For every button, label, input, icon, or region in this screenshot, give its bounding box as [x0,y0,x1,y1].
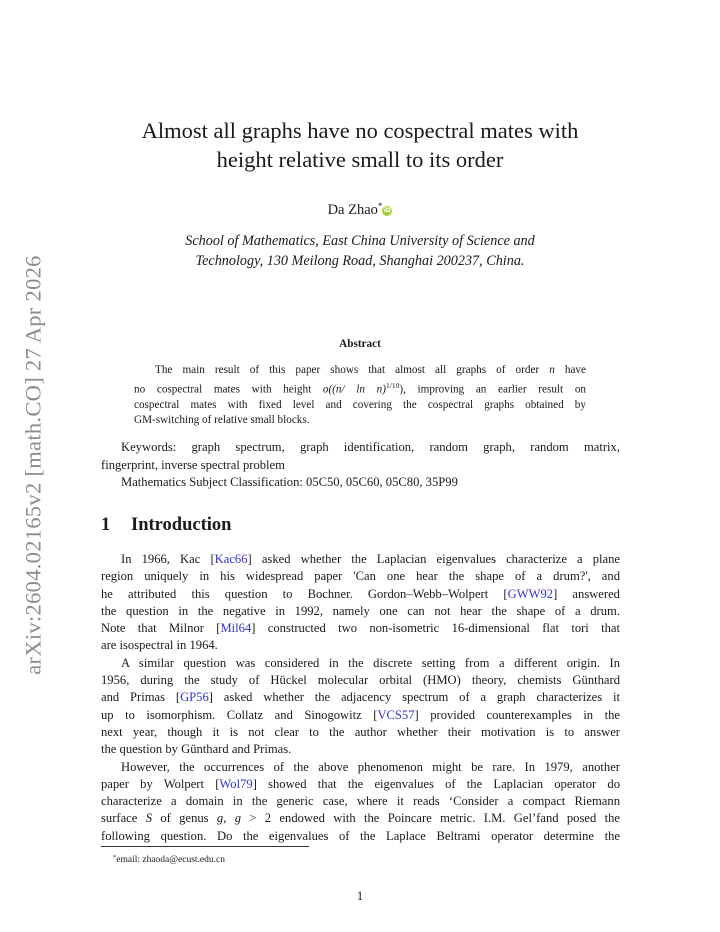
footnote-email[interactable]: email: zhaoda@ecust.edu.cn [116,855,225,865]
arxiv-identifier: arXiv:2604.02165v2 [math.CO] 27 Apr 2026 [21,255,46,675]
paragraph-line: are isospectral in 1964. [101,638,218,653]
paragraph-line: next year, though it is not clear to the author whether their motivation is to answer [101,724,620,739]
affiliation-line: School of Mathematics, East China University of Science and [185,233,535,249]
footnote-marker: * [113,854,117,861]
paragraph-line: and Primas [GP56] asked whether the adjacency spectrum of a graph characterizes it [101,690,620,705]
title-line: height relative small to its order [216,147,504,172]
citation-link[interactable]: VCS57 [377,707,415,722]
paragraph-line: following question. Do the eigenvalues of the Laplace Beltrami operator determine the [101,828,620,843]
introduction-body [101,551,620,845]
arxiv-side-stamp [12,242,56,688]
msc-line: Mathematics Subject Classification: 05C50, 05C60, 05C80, 35P99 [121,475,458,489]
citation-link[interactable]: GWW92 [507,586,554,601]
author-name: Da Zhao [327,202,378,218]
paragraph-line: paper by Wolpert [Wol79] showed that the eigenvalues of the Laplacian operator do [101,776,620,791]
affiliation [100,231,620,271]
keywords-line: fingerprint, inverse spectral problem [101,457,285,472]
paragraph-line: 1956, during the study of Hückel molecular orbital (HMO) theory, chemists Günthard [101,673,620,688]
author-footnote-marker: * [377,201,383,211]
abstract-line: The main result of this paper shows that almost all graphs of order n have [155,364,586,376]
abstract-line: no cospectral mates with height o((n/ ln n)$^{1/10}$), improving an earlier result on [134,381,587,396]
citation-link[interactable]: Mil64 [220,621,252,636]
paragraph-line: A similar question was considered in the discrete setting from a different origin. In [121,655,620,670]
citation-link[interactable]: Kac66 [214,552,248,566]
abstract-heading: Abstract [339,338,381,350]
keywords-line: Keywords: graph spectrum, graph identification, random graph, random matrix, [121,440,620,454]
section-title: Introduction [131,515,232,535]
abstract-line: cospectral mates with fixed level and covering the cospectral graphs obtained by [134,399,586,412]
paragraph-line: However, the occurrences of the above phenomenon might be rare. In 1979, another [121,759,620,774]
citation-link[interactable]: Wol79 [219,776,253,791]
abstract-body [134,363,586,429]
paper-title [100,116,620,174]
paragraph-line: In 1966, Kac [Kac66] asked whether the Laplacian eigenvalues characterize a plane [121,552,620,566]
keywords-block [101,439,620,492]
paragraph-line: the question in the negative in 1992, namely one can not hear the shape of a drum. [101,603,620,618]
paragraph-line: the question by Günthard and Primas. [101,742,292,757]
section-number: 1 [101,515,111,535]
author-line [100,197,620,219]
footnote-rule [101,846,309,847]
citation-link[interactable]: GP56 [180,690,209,705]
footnote [113,852,225,866]
paragraph-line: Note that Milnor [Mil64] constructed two non-isometric 16-dimensional flat tori that [101,621,620,636]
affiliation-line: Technology, 130 Meilong Road, Shanghai 200237, China. [195,253,525,269]
paragraph-line: surface S of genus g, g > 2 endowed with the Poincare metric. I.M. Gel’fand posed the [101,811,620,826]
title-line: Almost all graphs have no cospectral mates with [141,118,579,143]
abstract-line: GM-switching of relative small blocks. [134,414,310,427]
paragraph-line: region uniquely in his widespread paper 'Can one hear the shape of a drum?', and [101,569,620,584]
paragraph-line: characterize a domain in the generic case, where it reads ‘Consider a compact Riemann [101,794,620,809]
page-number: 1 [356,889,364,903]
paragraph-line: he attributed this question to Bochner. Gordon–Webb–Wolpert [GWW92] answered [101,586,620,601]
orcid-icon[interactable]: iD [383,207,391,214]
section-heading [101,515,231,536]
paragraph-line: up to isomorphism. Collatz and Sinogowitz [VCS57] provided counterexamples in the [101,707,620,722]
